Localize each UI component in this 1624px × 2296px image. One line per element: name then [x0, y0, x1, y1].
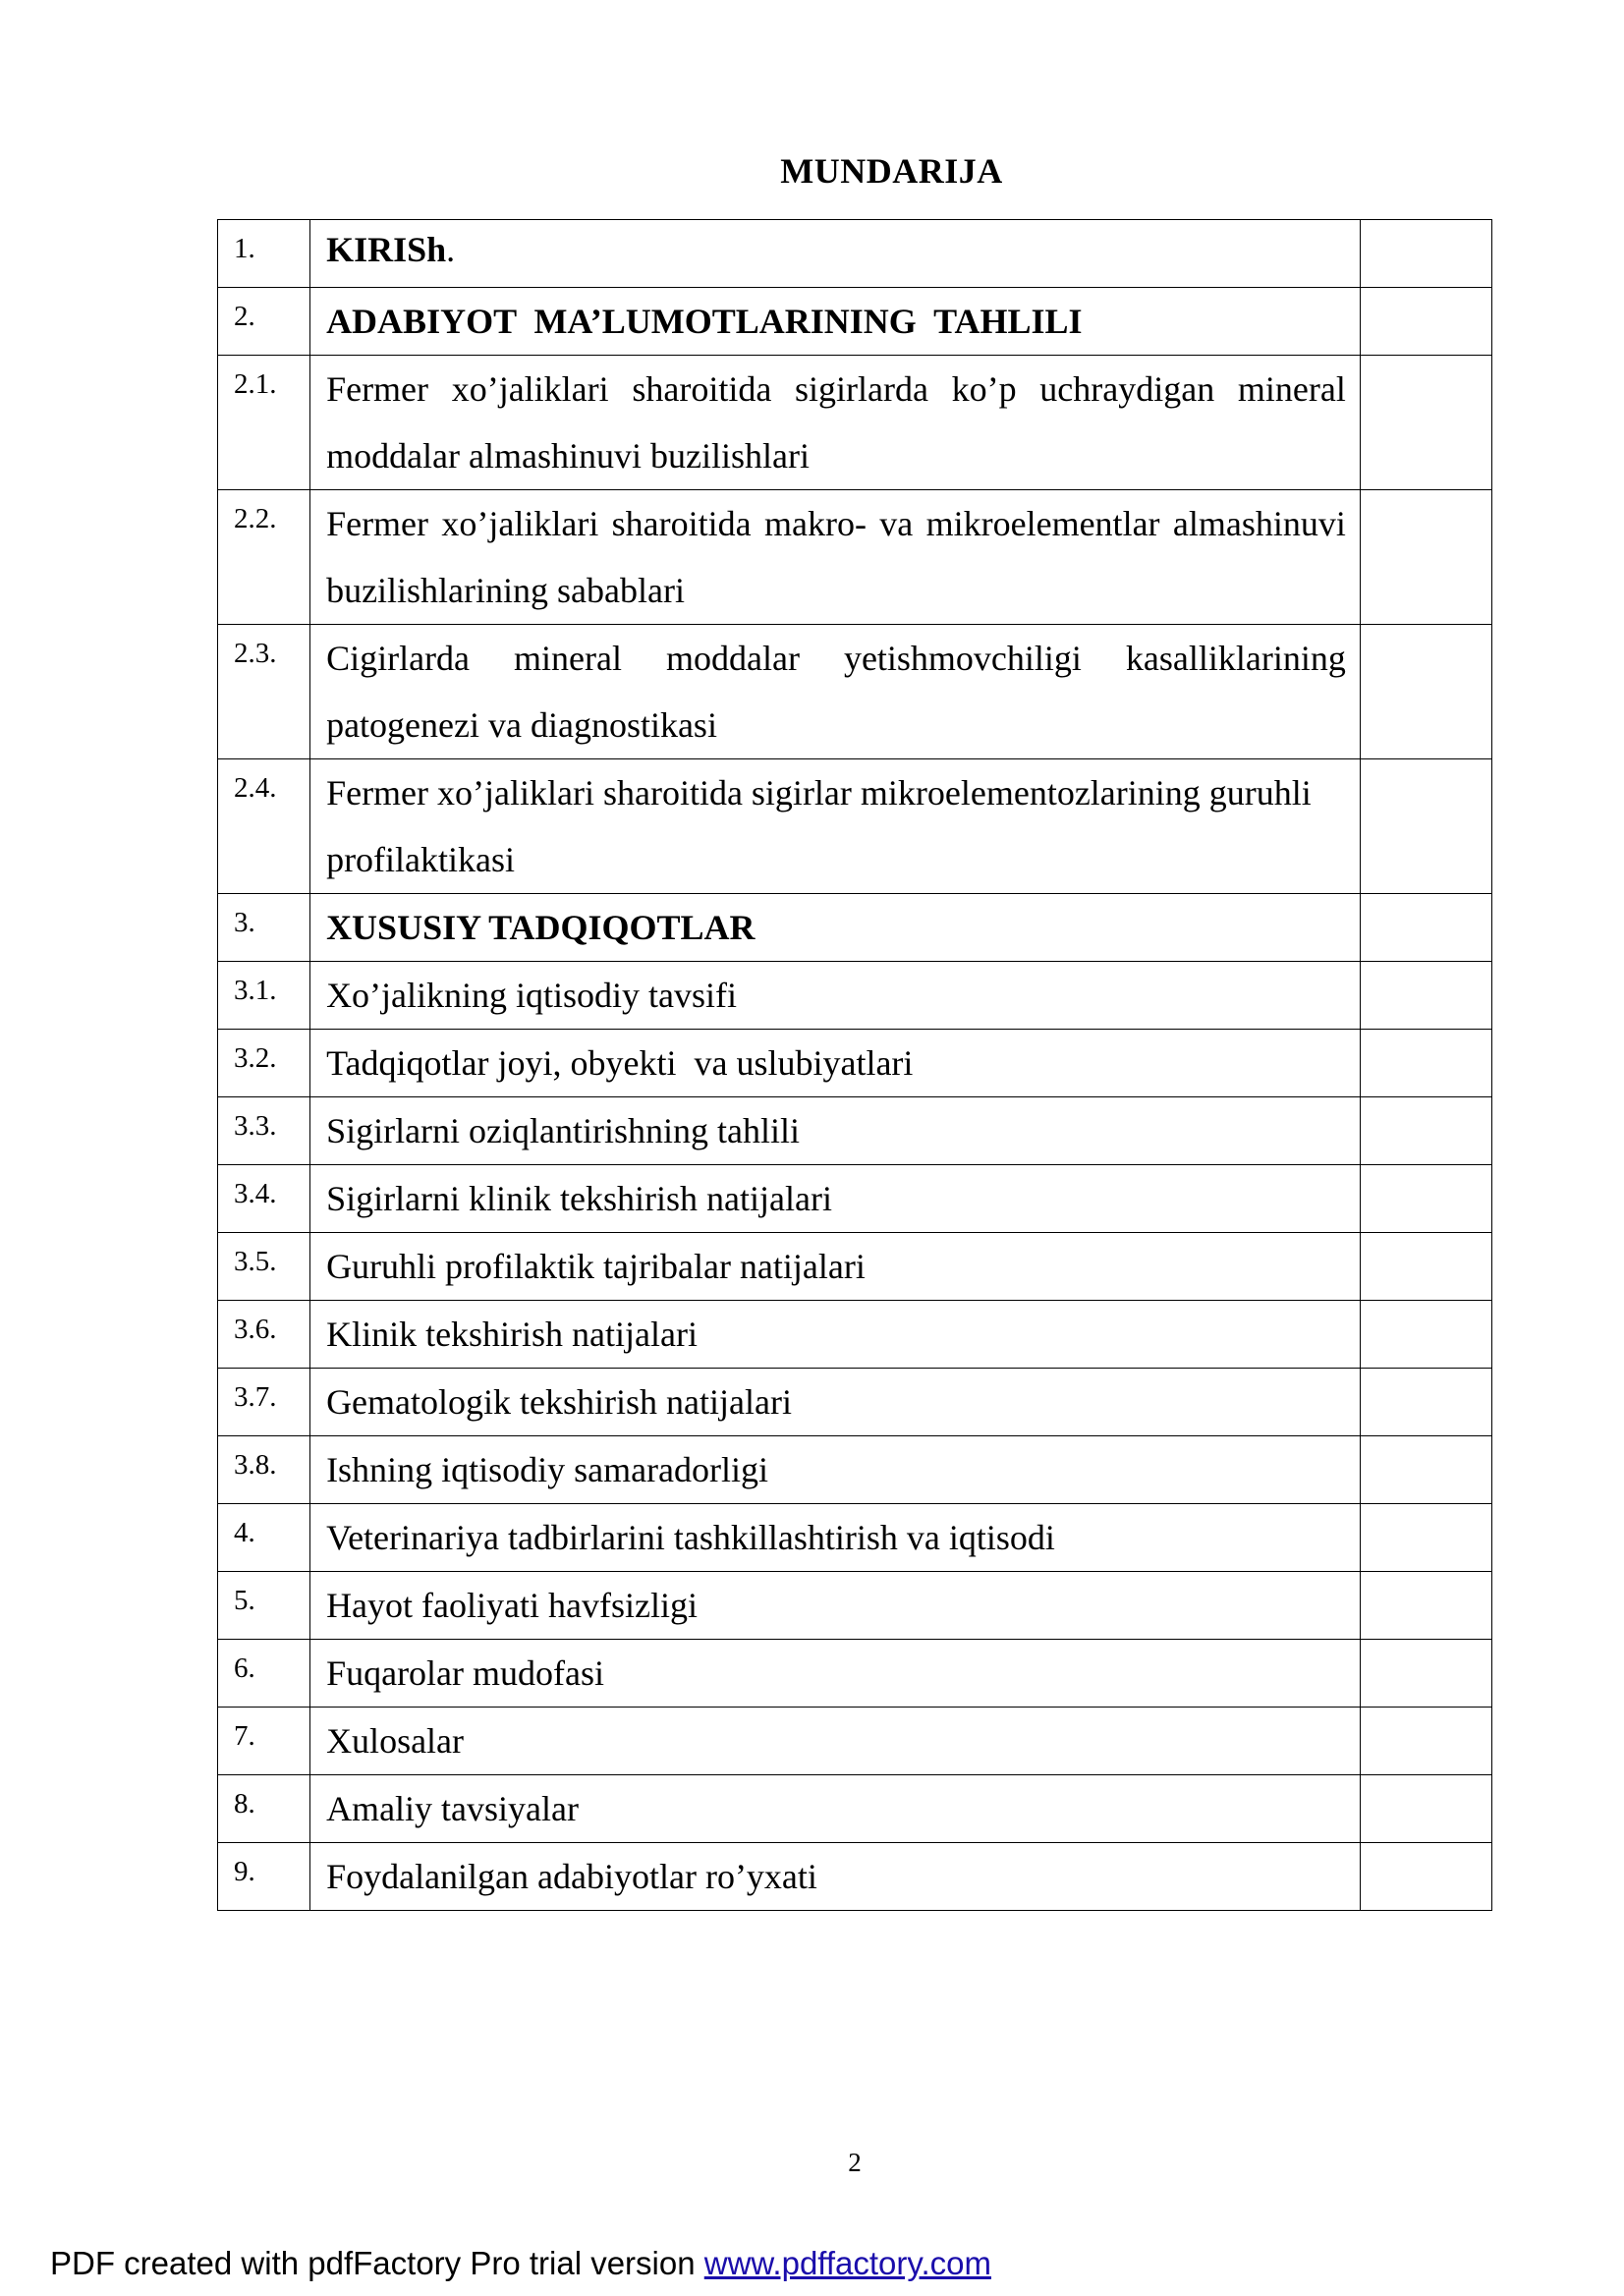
row-title: Ishning iqtisodiy samaradorligi — [310, 1436, 1361, 1504]
row-number: 2. — [218, 288, 310, 356]
table-row — [218, 288, 1492, 356]
row-number: 3.6. — [218, 1301, 310, 1369]
row-number: 4. — [218, 1504, 310, 1572]
row-page — [1360, 1369, 1491, 1436]
row-number: 9. — [218, 1843, 310, 1911]
row-title: Klinik tekshirish natijalari — [310, 1301, 1361, 1369]
footer-link[interactable]: www.pdffactory.com — [703, 2245, 991, 2281]
row-page — [1360, 962, 1491, 1030]
row-page — [1360, 356, 1491, 490]
row-title-text: KIRISh — [326, 230, 447, 269]
table-row — [218, 1165, 1492, 1233]
page-title: MUNDARIJA — [780, 151, 1003, 191]
table-row — [218, 356, 1492, 490]
row-number: 3.1. — [218, 962, 310, 1030]
table-row — [218, 962, 1492, 1030]
row-page — [1360, 1504, 1491, 1572]
row-page — [1360, 288, 1491, 356]
table-row — [218, 1775, 1492, 1843]
table-row — [218, 1504, 1492, 1572]
row-page — [1360, 1301, 1491, 1369]
row-title: Fermer xo’jaliklari sharoitida sigirlar mikroelementozlarining guruhli profilaktikasi — [310, 759, 1361, 894]
row-title: Cigirlarda mineral moddalar yetishmovchiligi kasalliklarining patogenezi va diagnostikasi — [310, 625, 1361, 759]
row-title: Foydalanilgan adabiyotlar ro’yxati — [310, 1843, 1361, 1911]
row-title: Xo’jalikning iqtisodiy tavsifi — [310, 962, 1361, 1030]
row-title: Xulosalar — [310, 1708, 1361, 1775]
row-number: 7. — [218, 1708, 310, 1775]
row-number: 8. — [218, 1775, 310, 1843]
row-number: 2.1. — [218, 356, 310, 490]
row-title: Gematologik tekshirish natijalari — [310, 1369, 1361, 1436]
row-number: 3.2. — [218, 1030, 310, 1097]
page-number: 2 — [848, 2148, 862, 2177]
row-page — [1360, 625, 1491, 759]
row-page — [1360, 1030, 1491, 1097]
table-row — [218, 1572, 1492, 1640]
row-title: Hayot faoliyati havfsizligi — [310, 1572, 1361, 1640]
row-title: Fermer xo’jaliklari sharoitida makro- va mikroelementlar almashinuvi buzilishlarining sabablari — [310, 490, 1361, 625]
row-page — [1360, 490, 1491, 625]
row-title: Sigirlarni klinik tekshirish natijalari — [310, 1165, 1361, 1233]
row-title: ADABIYOT MA’LUMOTLARINING TAHLILI — [310, 288, 1361, 356]
table-row — [218, 1436, 1492, 1504]
table-row — [218, 759, 1492, 894]
row-page — [1360, 1640, 1491, 1708]
pdf-footer — [50, 2244, 991, 2283]
row-title: Veterinariya tadbirlarini tashkillashtirish va iqtisodi — [310, 1504, 1361, 1572]
row-number: 5. — [218, 1572, 310, 1640]
row-page — [1360, 1843, 1491, 1911]
row-page — [1360, 1775, 1491, 1843]
row-title: Fuqarolar mudofasi — [310, 1640, 1361, 1708]
table-row — [218, 1640, 1492, 1708]
table-row — [218, 894, 1492, 962]
row-page — [1360, 1165, 1491, 1233]
row-number: 3. — [218, 894, 310, 962]
row-number: 6. — [218, 1640, 310, 1708]
row-page — [1360, 1572, 1491, 1640]
row-title: Tadqiqotlar joyi, obyekti va uslubiyatlari — [310, 1030, 1361, 1097]
table-row — [218, 625, 1492, 759]
row-page — [1360, 759, 1491, 894]
row-number: 2.2. — [218, 490, 310, 625]
row-page — [1360, 1708, 1491, 1775]
row-number: 2.4. — [218, 759, 310, 894]
row-title: Fermer xo’jaliklari sharoitida sigirlarda ko’p uchraydigan mineral moddalar almashinuvi buzilishlari — [310, 356, 1361, 490]
table-row — [218, 1369, 1492, 1436]
row-title: Guruhli profilaktik tajribalar natijalari — [310, 1233, 1361, 1301]
row-title: XUSUSIY TADQIQOTLAR — [310, 894, 1361, 962]
row-page — [1360, 1097, 1491, 1165]
row-page — [1360, 1436, 1491, 1504]
row-page — [1360, 1233, 1491, 1301]
row-title-suffix: . — [446, 230, 456, 269]
table-row — [218, 1030, 1492, 1097]
table-of-contents — [217, 219, 1492, 1911]
row-number: 3.3. — [218, 1097, 310, 1165]
row-page — [1360, 894, 1491, 962]
footer-text: PDF created with pdfFactory Pro trial version — [50, 2245, 704, 2281]
row-number: 2.3. — [218, 625, 310, 759]
row-number: 3.7. — [218, 1369, 310, 1436]
row-number: 1. — [218, 220, 310, 288]
row-title: Amaliy tavsiyalar — [310, 1775, 1361, 1843]
row-number: 3.4. — [218, 1165, 310, 1233]
table-row — [218, 1301, 1492, 1369]
row-title: Sigirlarni oziqlantirishning tahlili — [310, 1097, 1361, 1165]
row-page — [1360, 220, 1491, 288]
table-row — [218, 1708, 1492, 1775]
row-number: 3.8. — [218, 1436, 310, 1504]
table-row — [218, 1843, 1492, 1911]
row-number: 3.5. — [218, 1233, 310, 1301]
table-row — [218, 1097, 1492, 1165]
table-row — [218, 490, 1492, 625]
row-title — [310, 220, 1361, 288]
table-row — [218, 220, 1492, 288]
table-row — [218, 1233, 1492, 1301]
